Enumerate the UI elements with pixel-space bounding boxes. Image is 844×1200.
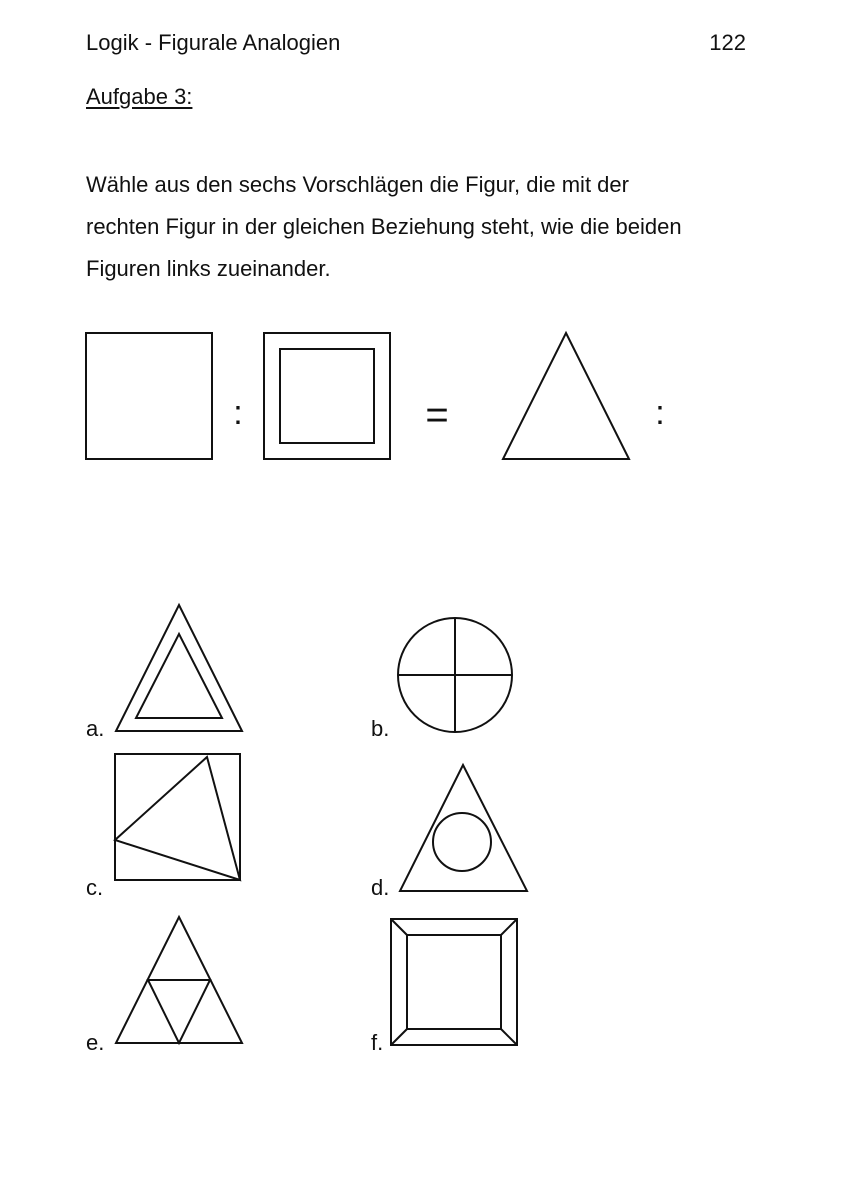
double-square-inner <box>280 349 374 443</box>
option-label-b: b. <box>371 716 390 741</box>
analogy-triangle <box>503 333 629 459</box>
task-instructions <box>86 164 786 290</box>
option-e[interactable] <box>86 917 242 1055</box>
option-label-a: a. <box>86 716 105 741</box>
analogy-double-square <box>264 333 390 459</box>
option-label-c: c. <box>86 875 104 900</box>
option-f-inner-square <box>407 935 501 1029</box>
task-heading: Aufgabe 3: <box>86 84 193 109</box>
option-e-outer-triangle <box>116 917 242 1043</box>
instruction-line-3: Figuren links zueinander. <box>86 256 331 281</box>
option-f-corner-line-top-left <box>391 919 407 935</box>
option-label-e: e. <box>86 1030 105 1055</box>
analogy-square <box>86 333 212 459</box>
option-a-outer-triangle <box>116 605 242 731</box>
double-square-outer <box>264 333 390 459</box>
option-f-corner-line-bottom-left <box>391 1029 407 1045</box>
option-label-d: d. <box>371 875 390 900</box>
ratio-symbol-1: : <box>233 394 243 432</box>
option-c-inner-triangle <box>115 757 240 880</box>
option-f-outer-square <box>391 919 517 1045</box>
equals-symbol: = <box>425 393 449 437</box>
option-f-corner-line-top-right <box>501 919 517 935</box>
option-b[interactable] <box>371 618 512 741</box>
analogy-row <box>86 333 665 459</box>
instruction-line-1: Wähle aus den sechs Vorschlägen die Figur, die mit der <box>86 172 629 197</box>
option-label-f: f. <box>371 1030 384 1055</box>
option-c-square <box>115 754 240 880</box>
option-f-corner-line-bottom-right <box>501 1029 517 1045</box>
ratio-symbol-2: : <box>655 394 665 432</box>
option-f[interactable] <box>371 919 517 1055</box>
option-d-circle <box>433 813 491 871</box>
instruction-line-2: rechten Figur in der gleichen Beziehung steht, wie die beiden <box>86 214 682 239</box>
option-b-circle <box>398 618 512 732</box>
page-number: 122 <box>709 30 746 55</box>
option-a[interactable] <box>86 605 242 741</box>
option-e-inner-triangle <box>148 980 210 1043</box>
option-a-inner-triangle <box>136 634 222 718</box>
option-d-triangle <box>400 765 527 891</box>
option-d[interactable] <box>371 765 527 900</box>
option-c[interactable] <box>86 754 240 900</box>
header-title: Logik - Figurale Analogien <box>86 30 341 55</box>
